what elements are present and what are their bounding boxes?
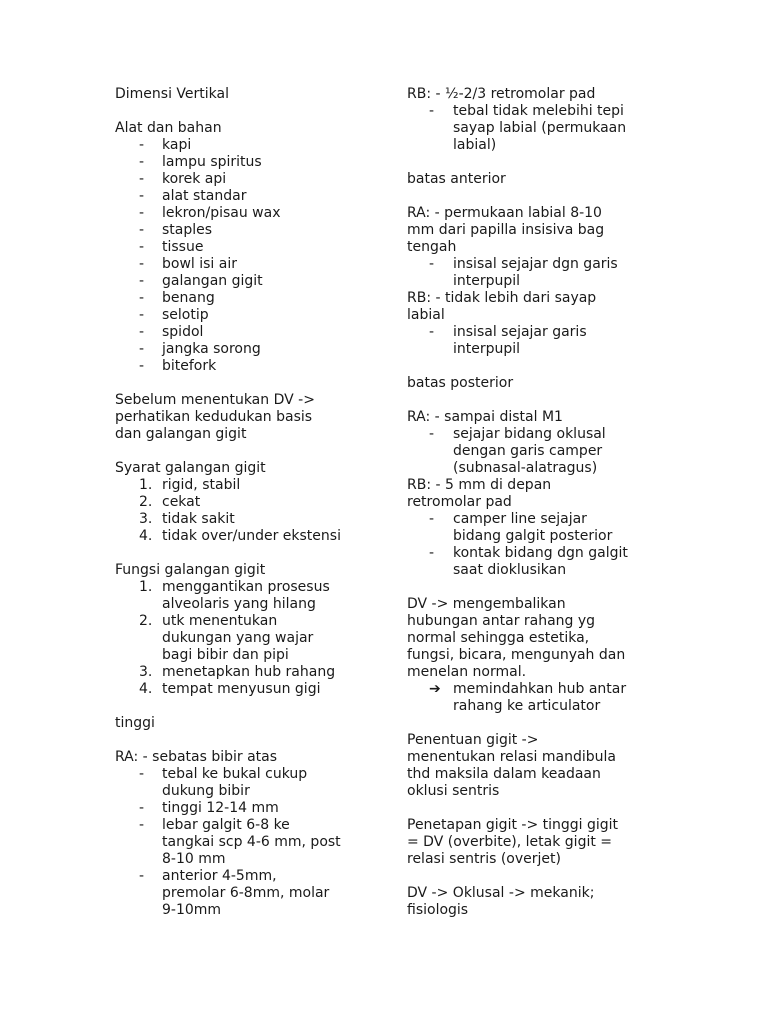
list-item: - spidol bbox=[139, 324, 204, 340]
paragraph-line: retromolar pad bbox=[407, 494, 512, 510]
paragraph-line: RA: - sampai distal M1 bbox=[407, 409, 563, 425]
paragraph-line: Penentuan gigit -> bbox=[407, 732, 539, 748]
list-item: 3. tidak sakit bbox=[139, 511, 235, 527]
paragraph-line: RA: - permukaan labial 8-10 bbox=[407, 205, 602, 221]
paragraph-line: fungsi, bicara, mengunyah dan bbox=[407, 647, 626, 663]
paragraph-line: relasi sentris (overjet) bbox=[407, 851, 561, 867]
list-item: - sejajar bidang oklusal dengan garis camper (subnasal-alatragus) bbox=[429, 426, 606, 476]
list-item: 3. menetapkan hub rahang bbox=[139, 664, 336, 680]
paragraph-line: RB: - 5 mm di depan bbox=[407, 477, 552, 493]
paragraph-line: DV -> mengembalikan bbox=[407, 596, 566, 612]
rb-line: RB: - ½-2/3 retromolar pad bbox=[407, 86, 596, 102]
list-item: - jangka sorong bbox=[139, 341, 261, 357]
left-column bbox=[115, 86, 380, 919]
list-item: - anterior 4-5mm, premolar 6-8mm, molar 9-10mm bbox=[139, 868, 330, 918]
list-item: - bitefork bbox=[139, 358, 217, 374]
paragraph-line: Sebelum menentukan DV -> bbox=[115, 392, 315, 408]
right-column bbox=[407, 86, 657, 919]
list-item: 2. cekat bbox=[139, 494, 201, 510]
paragraph-line: normal sehingga estetika, bbox=[407, 630, 590, 646]
paragraph-line: RB: - tidak lebih dari sayap bbox=[407, 290, 597, 306]
arrow-right-icon: ➔ bbox=[429, 681, 441, 697]
tinggi-heading: tinggi bbox=[115, 715, 155, 731]
ra-line: RA: - sebatas bibir atas bbox=[115, 749, 278, 765]
batas-posterior-heading: batas posterior bbox=[407, 375, 514, 391]
list-item: - bowl isi air bbox=[139, 256, 237, 272]
paragraph-line: fisiologis bbox=[407, 902, 469, 918]
alat-list bbox=[115, 137, 380, 375]
document-title: Dimensi Vertikal bbox=[115, 86, 229, 102]
paragraph-line: tengah bbox=[407, 239, 457, 255]
paragraph-line: oklusi sentris bbox=[407, 783, 500, 799]
list-item: - selotip bbox=[139, 307, 209, 323]
list-item: - insisal sejajar dgn garis interpupil bbox=[429, 256, 618, 289]
syarat-list bbox=[115, 477, 380, 545]
list-item: - galangan gigit bbox=[139, 273, 263, 289]
paragraph-line: = DV (overbite), letak gigit = bbox=[407, 834, 613, 850]
list-item: - lampu spiritus bbox=[139, 154, 262, 170]
alat-heading: Alat dan bahan bbox=[115, 120, 222, 136]
ra-list bbox=[115, 766, 380, 919]
fungsi-list bbox=[115, 579, 380, 698]
paragraph-line: labial bbox=[407, 307, 445, 323]
list-item: 1. menggantikan prosesus alveolaris yang hilang bbox=[139, 579, 330, 612]
paragraph-line: mm dari papilla insisiva bag bbox=[407, 222, 605, 238]
list-item: - kontak bidang dgn galgit saat dioklusikan bbox=[429, 545, 628, 578]
list-item: - staples bbox=[139, 222, 213, 238]
list-item: - tebal ke bukal cukup dukung bibir bbox=[139, 766, 308, 799]
batas-anterior-heading: batas anterior bbox=[407, 171, 506, 187]
list-item: 1. rigid, stabil bbox=[139, 477, 241, 493]
list-item: 4. tidak over/under ekstensi bbox=[139, 528, 341, 544]
paragraph-line: perhatikan kedudukan basis bbox=[115, 409, 313, 425]
list-item: - camper line sejajar bidang galgit posterior bbox=[429, 511, 613, 544]
list-item: - korek api bbox=[139, 171, 227, 187]
syarat-heading: Syarat galangan gigit bbox=[115, 460, 266, 476]
list-item: - lebar galgit 6-8 ke tangkai scp 4-6 mm, post 8-10 mm bbox=[139, 817, 341, 867]
paragraph-line: dan galangan gigit bbox=[115, 426, 247, 442]
paragraph-line: menelan normal. bbox=[407, 664, 527, 680]
paragraph-line: hubungan antar rahang yg bbox=[407, 613, 596, 629]
paragraph-line: menentukan relasi mandibula bbox=[407, 749, 616, 765]
list-item: - benang bbox=[139, 290, 215, 306]
paragraph-line: Penetapan gigit -> tinggi gigit bbox=[407, 817, 619, 833]
list-item: - alat standar bbox=[139, 188, 247, 204]
list-item: 2. utk menentukan dukungan yang wajar bagi bibir dan pipi bbox=[139, 613, 314, 663]
paragraph-line: DV -> Oklusal -> mekanik; bbox=[407, 885, 595, 901]
list-item: - tissue bbox=[139, 239, 204, 255]
list-item: 4. tempat menyusun gigi bbox=[139, 681, 321, 697]
list-item: ➔ memindahkan hub antar rahang ke articulator bbox=[429, 681, 627, 714]
paragraph-line: thd maksila dalam keadaan bbox=[407, 766, 601, 782]
list-item: - lekron/pisau wax bbox=[139, 205, 281, 221]
list-item: - tinggi 12-14 mm bbox=[139, 800, 279, 816]
list-item: - tebal tidak melebihi tepi sayap labial (permukaan labial) bbox=[429, 103, 627, 153]
list-item: - insisal sejajar garis interpupil bbox=[429, 324, 587, 357]
list-item: - kapi bbox=[139, 137, 192, 153]
fungsi-heading: Fungsi galangan gigit bbox=[115, 562, 266, 578]
